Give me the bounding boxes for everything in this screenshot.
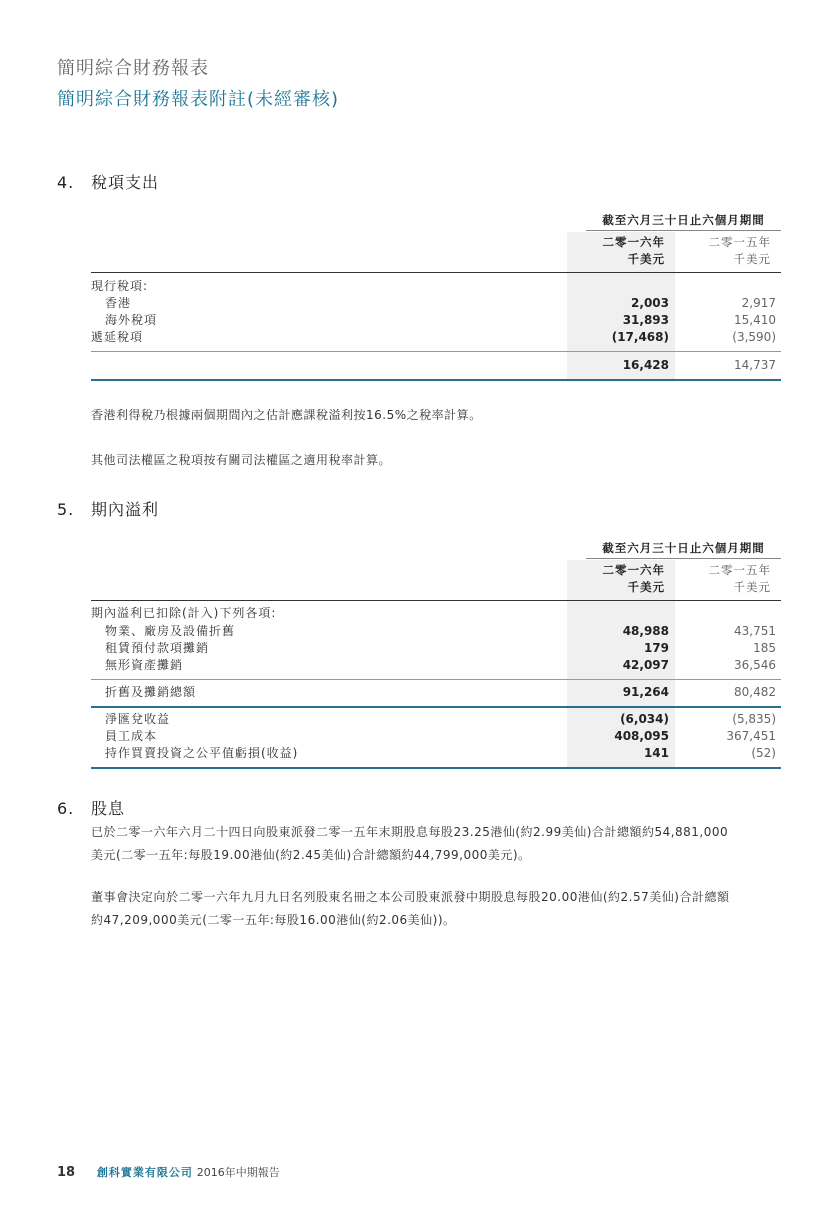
col-unit: 千美元 <box>627 252 665 266</box>
dividend-paragraph-final <box>91 821 791 867</box>
report-name: 2016年中期報告 <box>196 1166 280 1179</box>
value-2015: 43,751 <box>734 624 776 638</box>
dividend-paragraph-interim <box>91 886 791 932</box>
col-2016-header <box>567 562 665 596</box>
table-row <box>91 711 781 728</box>
table-row <box>91 623 781 640</box>
table-row <box>91 295 781 312</box>
table-row <box>91 657 781 674</box>
table-row <box>91 605 781 622</box>
col-year: 二零一六年 <box>602 563 665 577</box>
col-year: 二零一六年 <box>602 235 665 249</box>
value-2015: (5,835) <box>732 712 776 726</box>
paragraph-line: 美元(二零一五年:每股19.00港仙(約2.45美仙)合計總額約44,799,000美元)。 <box>91 848 531 862</box>
value-2015: 36,546 <box>734 658 776 672</box>
row-label: 租賃預付款項攤銷 <box>105 641 210 655</box>
col-2015-header <box>675 234 771 268</box>
page-number: 18 <box>57 1165 76 1180</box>
page-subtitle: 簡明綜合財務報表附註(未經審核) <box>57 89 340 110</box>
table-row <box>91 278 781 295</box>
value-2015: 2,917 <box>741 296 776 310</box>
tax-note-hk: 香港利得稅乃根據兩個期間內之估計應課稅溢利按16.5%之稅率計算。 <box>91 408 482 422</box>
row-label: 物業、廠房及設備折舊 <box>105 624 236 638</box>
value-2016: 179 <box>643 641 669 655</box>
subtotal-rule <box>91 679 781 680</box>
period-header: 截至六月三十日止六個月期間 <box>602 541 765 555</box>
total-rule <box>91 379 781 381</box>
row-label: 無形資產攤銷 <box>105 658 184 672</box>
value-2016: 2,003 <box>631 296 669 310</box>
section-title: 稅項支出 <box>91 173 160 192</box>
row-label: 香港 <box>105 296 132 310</box>
row-label: 折舊及攤銷總額 <box>105 685 197 699</box>
value-2016: 42,097 <box>622 658 669 672</box>
row-label: 淨匯兌收益 <box>105 712 171 726</box>
col-year: 二零一五年 <box>708 563 771 577</box>
value-2015: 15,410 <box>734 313 776 327</box>
table-row <box>91 745 781 762</box>
section-6-heading <box>57 796 125 819</box>
paragraph-line: 董事會決定向於二零一六年九月九日名列股東名冊之本公司股東派發中期股息每股20.00港仙(約2.57美仙)合計總額 <box>91 890 730 904</box>
value-2016: 408,095 <box>614 729 669 743</box>
value-2015: 367,451 <box>726 729 776 743</box>
value-2016: 48,988 <box>622 624 669 638</box>
col-unit: 千美元 <box>733 252 771 266</box>
col-2015-header <box>675 562 771 596</box>
section-number: 5. <box>57 500 75 519</box>
subtotal-rule <box>91 351 781 352</box>
paragraph-line: 約47,209,000美元(二零一五年:每股16.00港仙(約2.06美仙))。 <box>91 913 456 927</box>
value-2016: (6,034) <box>620 712 669 726</box>
row-label: 海外稅項 <box>105 313 158 327</box>
section-4-heading <box>57 170 159 193</box>
row-label: 員工成本 <box>105 729 158 743</box>
company-name: 創科實業有限公司 <box>96 1166 193 1179</box>
value-2015: 185 <box>753 641 776 655</box>
col-2016-header <box>567 234 665 268</box>
value-2016: 91,264 <box>622 685 669 699</box>
value-2015: (3,590) <box>732 330 776 344</box>
table-row <box>91 312 781 329</box>
subtotal-row <box>91 684 781 701</box>
period-underline <box>586 558 781 559</box>
row-label: 遞延稅項 <box>91 330 144 344</box>
section-title: 股息 <box>91 799 126 818</box>
report-section-title: 簡明綜合財務報表 <box>57 58 209 79</box>
total-row <box>91 357 781 374</box>
section-rule <box>91 706 781 708</box>
section-5-heading <box>57 497 159 520</box>
row-label: 現行稅項: <box>91 279 149 293</box>
value-2015: 80,482 <box>734 685 776 699</box>
header-rule <box>91 600 781 601</box>
value-2016: 31,893 <box>622 313 669 327</box>
col-year: 二零一五年 <box>708 235 771 249</box>
value-2015: (52) <box>751 746 776 760</box>
value-2016: 16,428 <box>622 358 669 372</box>
paragraph-line: 已於二零一六年六月二十四日向股東派發二零一五年末期股息每股23.25港仙(約2.99美仙)合計總額約54,881,000 <box>91 825 729 839</box>
profit-for-period-table <box>91 538 781 773</box>
tax-expense-table <box>91 210 781 385</box>
col-unit: 千美元 <box>733 580 771 594</box>
total-rule <box>91 767 781 769</box>
header-rule <box>91 272 781 273</box>
section-title: 期內溢利 <box>91 500 160 519</box>
period-underline <box>586 230 781 231</box>
row-label: 持作買賣投資之公平值虧損(收益) <box>105 746 299 760</box>
section-number: 6. <box>57 799 75 818</box>
table-row <box>91 728 781 745</box>
value-2015: 14,737 <box>734 358 776 372</box>
tax-note-other: 其他司法權區之稅項按有關司法權區之適用稅率計算。 <box>91 453 392 467</box>
row-label: 期內溢利已扣除(計入)下列各項: <box>91 606 277 620</box>
section-number: 4. <box>57 173 75 192</box>
page-footer <box>57 1164 280 1180</box>
table-row <box>91 329 781 346</box>
value-2016: 141 <box>643 746 669 760</box>
col-unit: 千美元 <box>627 580 665 594</box>
table-row <box>91 640 781 657</box>
period-header: 截至六月三十日止六個月期間 <box>602 213 765 227</box>
value-2016: (17,468) <box>611 330 669 344</box>
